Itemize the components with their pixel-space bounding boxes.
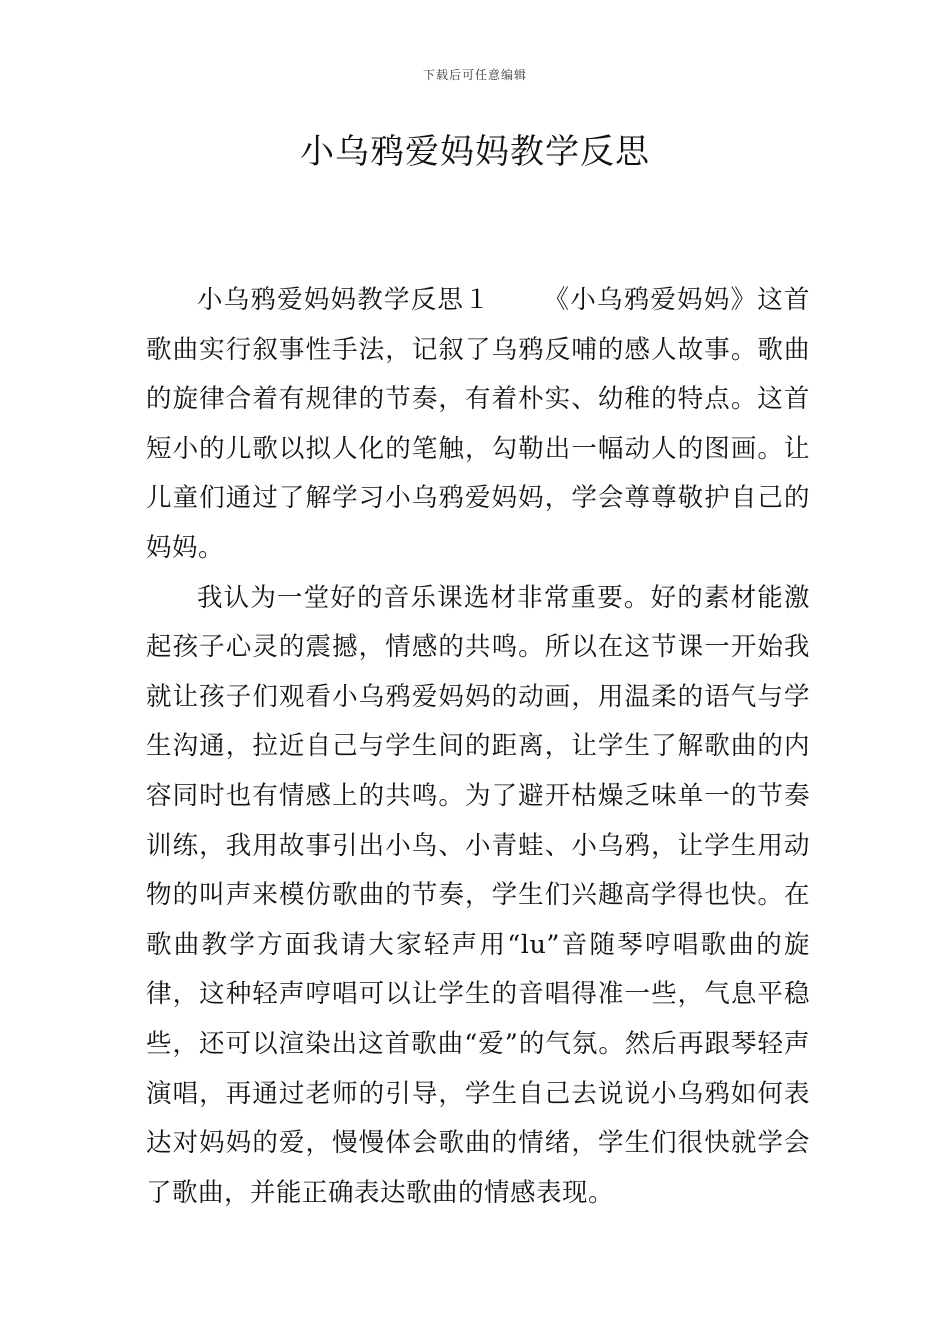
document-title: 小乌鸦爱妈妈教学反思 [300, 132, 650, 172]
paragraph-1 [146, 276, 810, 574]
paragraph-1-text: 《小乌鸦爱妈妈》这首歌曲实行叙事性手法，记叙了乌鸦反哺的感人故事。歌曲的旋律合着有规律的节奏，有着朴实、幼稚的特点。这首短小的儿歌以拟人化的笔触，勾勒出一幅动人的图画。让儿童们通过了解学习小乌鸦爱妈妈，学会尊尊敬护自己的妈妈。 [146, 285, 810, 563]
document-body [146, 276, 810, 1218]
paragraph-2: 我认为一堂好的音乐课选材非常重要。好的素材能激起孩子心灵的震撼，情感的共鸣。所以在这节课一开始我就让孩子们观看小乌鸦爱妈妈的动画，用温柔的语气与学生沟通，拉近自己与学生间的距离，让学生了解歌曲的内容同时也有情感上的共鸣。为了避开枯燥乏味单一的节奏训练，我用故事引出小鸟、小青蛙、小乌鸦，让学生用动物的叫声来模仿歌曲的节奏，学生们兴趣高学得也快。在歌曲教学方面我请大家轻声用“lu”音随琴哼唱歌曲的旋律，这种轻声哼唱可以让学生的音唱得准一些，气息平稳些，还可以渲染出这首歌曲“爱”的气氛。然后再跟琴轻声演唱，再通过老师的引导，学生自己去说说小乌鸦如何表达对妈妈的爱，慢慢体会歌曲的情绪，学生们很快就学会了歌曲，并能正确表达歌曲的情感表现。 [146, 582, 810, 1208]
section-label: 小乌鸦爱妈妈教学反思１ [197, 285, 491, 315]
header-note: 下载后可任意编辑 [422, 68, 527, 82]
